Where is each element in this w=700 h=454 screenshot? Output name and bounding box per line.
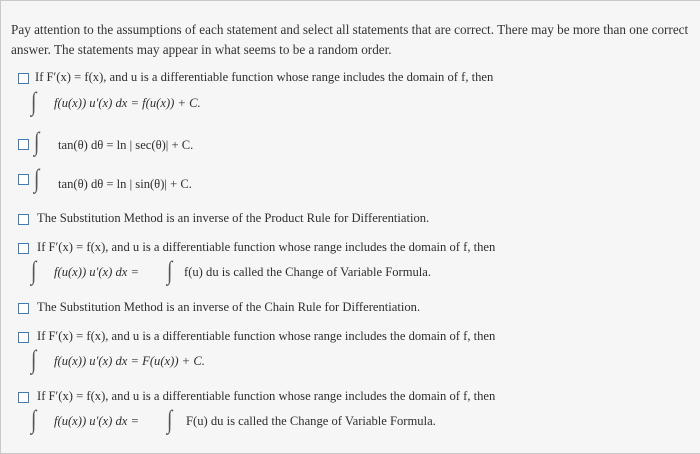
option-1-formula: f(u(x)) u′(x) dx = f(u(x)) + C. xyxy=(54,96,201,110)
option-2-checkbox[interactable] xyxy=(18,139,29,150)
integral-sign: ∫ xyxy=(31,345,37,374)
option-6-text: The Substitution Method is an inverse of the Chain Rule for Differentiation. xyxy=(37,300,421,314)
option-3-checkbox[interactable] xyxy=(18,174,29,185)
option-7-text: If F′(x) = f(x), and u is a differentiable function whose range includes the domain of f, then xyxy=(37,329,496,343)
option-6-checkbox[interactable] xyxy=(18,303,29,314)
option-7-formula: f(u(x)) u′(x) dx = F(u(x)) + C. xyxy=(54,354,205,368)
option-2-formula: tan(θ) dθ = ln | sec(θ)| + C. xyxy=(58,138,194,152)
integral-sign: ∫ xyxy=(31,256,37,285)
option-7-checkbox[interactable] xyxy=(18,332,29,343)
integral-sign: ∫ xyxy=(167,256,173,285)
option-3-formula: tan(θ) dθ = ln | sin(θ)| + C. xyxy=(58,177,192,191)
integral-sign: ∫ xyxy=(34,164,40,193)
option-8-text: If F′(x) = f(x), and u is a differentiable function whose range includes the domain of f, then xyxy=(37,389,496,403)
integral-sign: ∫ xyxy=(167,405,173,434)
option-5-text: If F′(x) = f(x), and u is a differentiable function whose range includes the domain of f, then xyxy=(37,240,496,254)
option-8-formula-right: F(u) du is called the Change of Variable Formula. xyxy=(186,414,436,428)
option-1-checkbox[interactable] xyxy=(18,73,29,84)
integral-sign: ∫ xyxy=(31,405,37,434)
option-4-checkbox[interactable] xyxy=(18,214,29,225)
question-instructions: Pay attention to the assumptions of each statement and select all statements that are correct. There may be more than one correct answer. The statements may appear in what seems to be a random order. xyxy=(11,22,689,57)
integral-sign: ∫ xyxy=(31,87,37,116)
option-8-formula-left: f(u(x)) u′(x) dx = xyxy=(54,414,140,428)
option-5-checkbox[interactable] xyxy=(18,243,29,254)
option-1-text: If F′(x) = f(x), and u is a differentiable function whose range includes the domain of f, then xyxy=(35,70,494,84)
option-5-formula-left: f(u(x)) u′(x) dx = xyxy=(54,265,140,279)
option-4-text: The Substitution Method is an inverse of the Product Rule for Differentiation. xyxy=(37,211,430,225)
integral-sign: ∫ xyxy=(34,127,40,156)
option-8-checkbox[interactable] xyxy=(18,392,29,403)
option-5-formula-right: f(u) du is called the Change of Variable Formula. xyxy=(184,265,432,279)
